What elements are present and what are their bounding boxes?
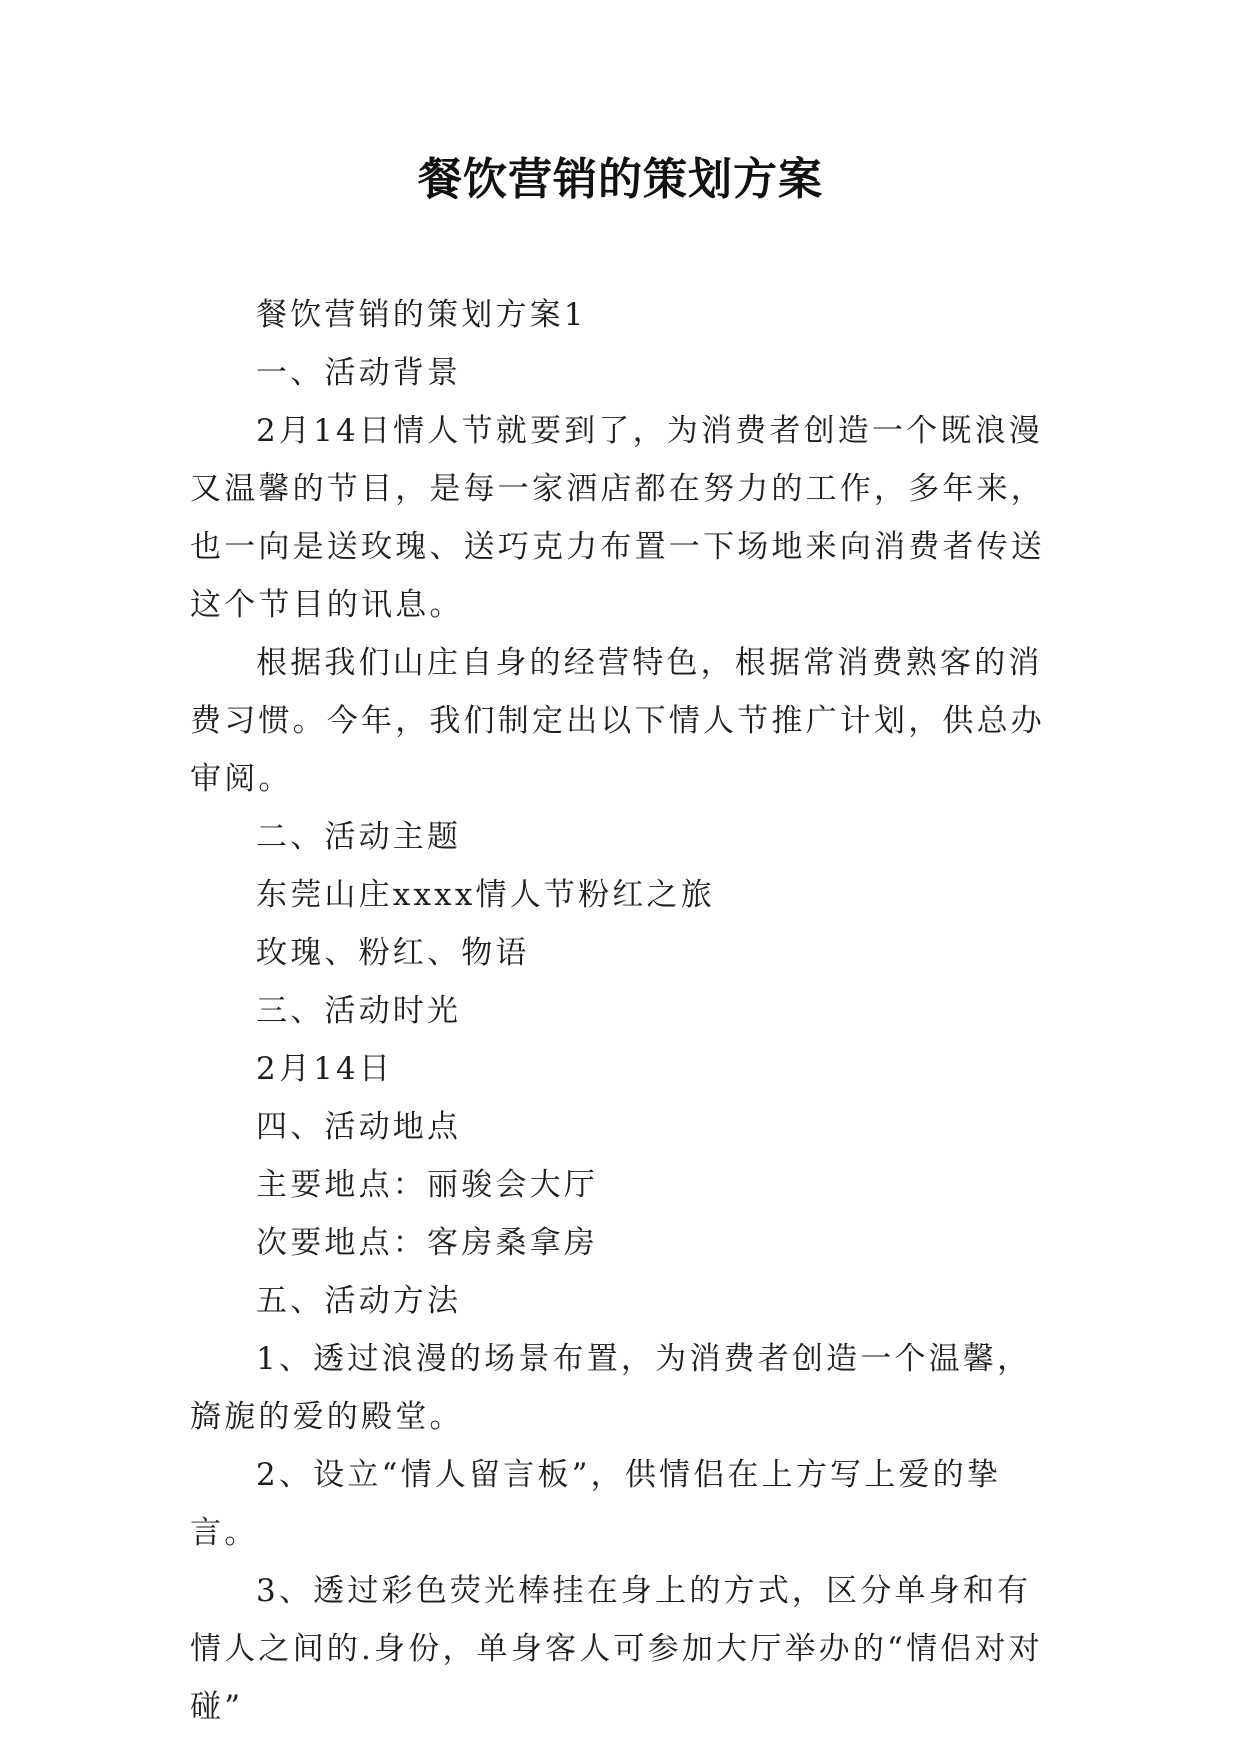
paragraph-method-2: 2、设立“情人留言板”，供情侣在上方写上爱的挚言。	[190, 1457, 1002, 1551]
paragraph-background-plan: 根据我们山庄自身的经营特色，根据常消费熟客的消费习惯。今年，我们制定出以下情人节推广计划，供总办审阅。	[190, 645, 1045, 797]
paragraph-theme-name: 东莞山庄xxxx情人节粉红之旅	[256, 877, 715, 913]
paragraph-theme-keywords: 玫瑰、粉红、物语	[256, 935, 530, 971]
paragraph-time-date: 2月14日	[256, 1051, 394, 1087]
document-body	[190, 286, 1060, 1736]
paragraph-method-3: 3、透过彩色荧光棒挂在身上的方式，区分单身和有情人之间的.身份，单身客人可参加大厅举办的“情侣对对碰”	[190, 1573, 1043, 1725]
paragraph-section-heading: 餐饮营销的策划方案1	[256, 297, 587, 333]
paragraph-heading-theme: 二、活动主题	[256, 819, 462, 855]
paragraph-method-1: 1、透过浪漫的场景布置，为消费者创造一个温馨，旖旎的爱的殿堂。	[190, 1341, 1032, 1435]
paragraph-heading-location: 四、活动地点	[256, 1109, 462, 1145]
paragraph-heading-method: 五、活动方法	[256, 1283, 462, 1319]
paragraph-heading-time: 三、活动时光	[256, 993, 462, 1029]
paragraph-location-secondary: 次要地点：客房桑拿房	[256, 1225, 598, 1261]
paragraph-location-main: 主要地点：丽骏会大厅	[256, 1167, 598, 1203]
paragraph-heading-background: 一、活动背景	[256, 355, 462, 391]
paragraph-background-intro: 2月14日情人节就要到了，为消费者创造一个既浪漫又温馨的节目，是每一家酒店都在努力的工作，多年来，也一向是送玫瑰、送巧克力布置一下场地来向消费者传送这个节目的讯息。	[190, 413, 1045, 623]
document-title: 餐饮营销的策划方案	[418, 154, 823, 205]
